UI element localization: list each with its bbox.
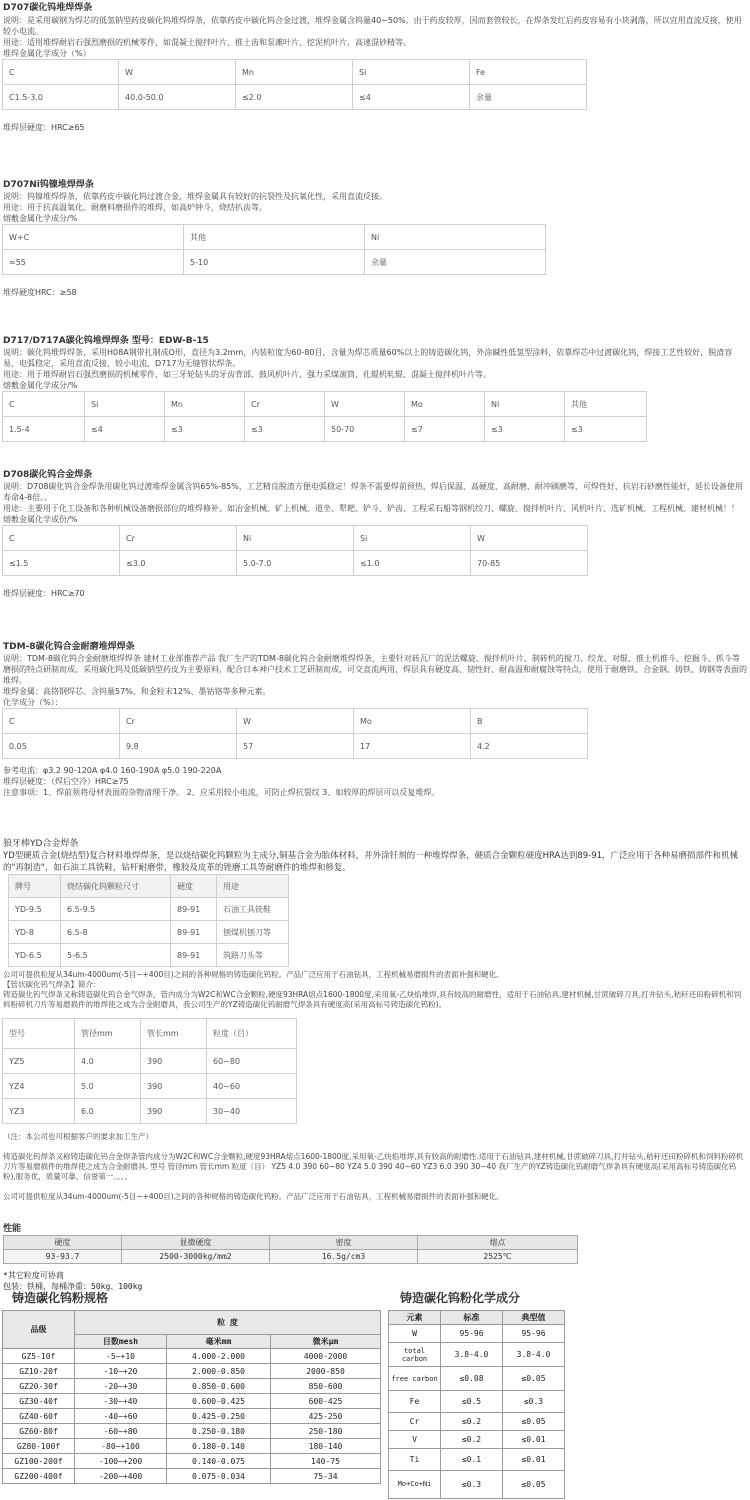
table-header: 显微硬度 bbox=[122, 1236, 270, 1250]
table-cell: Mo bbox=[354, 709, 471, 734]
section-title: D708碳化钨合金焊条 bbox=[3, 470, 93, 480]
table-row: V ≤0.2 ≤0.01 bbox=[389, 1431, 565, 1449]
table-row: free carbon ≤0.08 ≤0.05 bbox=[389, 1367, 565, 1391]
composition-table bbox=[2, 391, 647, 442]
table-cell: ≤4 bbox=[353, 85, 470, 110]
table-row: GZ60-80f -60~+80 0.250-0.180 250-180 bbox=[3, 1424, 381, 1439]
section-title: D707Ni钨镍堆焊焊条 bbox=[3, 180, 94, 190]
table-cell: 93-93.7 bbox=[4, 1250, 122, 1264]
table-cell: ≤3 bbox=[485, 417, 565, 442]
section-tdm8 bbox=[0, 642, 750, 798]
table-header: 典型值 bbox=[503, 1311, 565, 1325]
table-header: 品级 bbox=[3, 1311, 75, 1349]
description: YD型硬质合金(烧结型)复合材料堆焊焊条，是以烧结碳化钨颗粒为主成分,铜基合金为胎体材料，并外涂钎剂的一种堆焊焊条，硬质合金颗粒硬度HRA达到89-91，广泛应用于各种易磨损部件和机械的"再制造"，如石油工具铣鞋，钻杆耐磨带，橡胶及皮革的锉磨工具等耐磨件的堆焊和修复。 bbox=[3, 851, 739, 873]
table-header: 管径mm bbox=[75, 1019, 141, 1049]
table-row: GZ5-10f -5~+10 4.000-2.000 4000-2000 bbox=[3, 1349, 381, 1364]
table-row: GZ20-30f -20~+30 0.850-0.600 850-600 bbox=[3, 1379, 381, 1394]
table-row: GZ100-200f -100~+200 0.140-0.075 140-75 bbox=[3, 1454, 381, 1469]
table-header: 目数mesh bbox=[75, 1335, 167, 1349]
composition-label: 熔敷金属化学成分/% bbox=[3, 214, 78, 223]
table-cell: W bbox=[237, 709, 354, 734]
table-header: 标准 bbox=[441, 1311, 503, 1325]
description: 说明：钨镍堆焊焊条，依靠药皮中碳化钨过渡合金，堆焊金属具有较好的抗裂性及抗氧化性，采用直流反接。 bbox=[3, 192, 387, 201]
table-cell: 0.05 bbox=[3, 734, 120, 759]
section-title: 狼牙棒YD合金焊条 bbox=[3, 839, 79, 849]
deposit-metal: 堆焊金属：高铬钢焊芯、含钨量57%、和金粒末12%、墨钴铬等多种元素。 bbox=[3, 687, 271, 696]
table-cell: W bbox=[471, 526, 588, 551]
table-row: Mo+Co+Ni ≤0.3 ≤0.05 bbox=[389, 1471, 565, 1499]
table-row: YZ5 4.0 390 60~80 bbox=[3, 1049, 297, 1074]
table-cell: 其他 bbox=[184, 225, 365, 250]
section-d707 bbox=[0, 0, 750, 133]
table-cell: Si bbox=[353, 60, 470, 85]
section-d717 bbox=[0, 336, 750, 442]
table-header: 型号 bbox=[3, 1019, 75, 1049]
table-cell: 1.5-4 bbox=[3, 417, 85, 442]
table-cell: Si bbox=[85, 392, 165, 417]
composition-label: 堆焊金属化学成分（%） bbox=[3, 49, 91, 58]
description: 说明：是采用碳钢为焊芯的低氢钠型药皮碳化钨堆焊焊条，依靠药皮中碳化钨合金过渡，堆焊金属含钨量40~50%。由于药皮较厚，因而套管较长，在焊条发红后药皮容易有小块剥落，所以宜用直流反接，使用较小电流。 bbox=[3, 16, 742, 36]
table-header: 微米μm bbox=[271, 1335, 381, 1349]
performance-table bbox=[3, 1235, 578, 1264]
description: 说明：D708碳化钨合金焊条用碳化钨过渡堆焊金属含钨65%-85%，工艺精良脱渣方便电弧稳定！焊条不需要焊前预热，焊后保温、高硬度、高耐磨、耐冲刷磨等、可焊性好、抗岩石砂磨性能好，延长设备使用寿命4-8倍。。 bbox=[3, 482, 743, 502]
reference-current: 参考电流：φ3.2 90-120A φ4.0 160-190A φ5.0 190-220A bbox=[3, 766, 222, 775]
section-title: 铸造碳化钨粉化学成分 bbox=[400, 1291, 521, 1305]
table-cell: 余量 bbox=[470, 85, 587, 110]
table-header: 毫米mm bbox=[167, 1335, 271, 1349]
table-cell: Cr bbox=[245, 392, 325, 417]
table-cell: C bbox=[3, 526, 120, 551]
table-header: 熔点 bbox=[418, 1236, 578, 1250]
usage: 用途：适用堆焊耐岩石强烈磨损的机械零件，如混凝土搅拌叶片、推土齿和泵滩叶片、挖泥机叶片，高速混砂精等。 bbox=[3, 38, 411, 47]
section-title: TDM-8碳化钨合金耐磨堆焊焊条 bbox=[3, 642, 135, 652]
table-cell: 17 bbox=[354, 734, 471, 759]
composition-table bbox=[2, 708, 588, 759]
usage: 用途：主要用于化工设备和各种机械设备磨损部位的堆焊修补。如冶金机械、矿上机械、道坐、犁耙、铲斗、铲齿、工程采石船等钢机绞刀、螺旋、搅拌机叶片、风机叶片、选矿机械、工程机械、建材机械！！ bbox=[3, 504, 739, 513]
hardness: 堆焊层硬度：（焊后空冷）HRC≥75 bbox=[3, 777, 129, 786]
table-cell: Ni bbox=[237, 526, 354, 551]
table-cell: W bbox=[325, 392, 405, 417]
table-cell: 57 bbox=[237, 734, 354, 759]
section-title: D707碳化钨堆焊焊条 bbox=[3, 3, 93, 13]
table-cell: ≤3 bbox=[165, 417, 245, 442]
table-row: GZ40-60f -40~+60 0.425-0.250 425-250 bbox=[3, 1409, 381, 1424]
section-yd bbox=[0, 838, 750, 967]
table-cell: ≤1.0 bbox=[354, 551, 471, 576]
composition-label: 熔敷金属化学成分/% bbox=[3, 381, 78, 390]
hardness: 堆焊硬度HRC：≥58 bbox=[3, 288, 77, 297]
composition-label: 熔敷金属化学成份/% bbox=[3, 515, 78, 524]
table-cell: ≤3 bbox=[565, 417, 647, 442]
size-note: *其它粒度可协商 bbox=[3, 1271, 64, 1280]
yz-table bbox=[2, 1018, 297, 1124]
section-chem-comp bbox=[388, 1290, 565, 1499]
hardness: 堆焊层硬度：HRC≥70 bbox=[3, 589, 85, 598]
composition-table bbox=[2, 525, 588, 576]
table-cell: Si bbox=[354, 526, 471, 551]
section-performance bbox=[0, 1224, 750, 1292]
chem-comp-table bbox=[388, 1310, 565, 1499]
table-cell: Mo bbox=[405, 392, 485, 417]
usage: 用途：用于抗高温氧化、耐磨料磨损件的堆焊，如高炉钟斗，烧结扒齿等。 bbox=[3, 203, 267, 212]
table-cell: ≈55 bbox=[3, 250, 184, 275]
table-cell: C bbox=[3, 392, 85, 417]
table-header: 粒度（目） bbox=[207, 1019, 297, 1049]
table-cell: ≤7 bbox=[405, 417, 485, 442]
table-row: YD-9.5 6.5-9.5 89-91 石油工具铣鞋 bbox=[9, 898, 289, 921]
composition-table bbox=[2, 59, 587, 110]
table-cell: 2525℃ bbox=[418, 1250, 578, 1264]
table-row: GZ80-100f -80~+100 0.180-0.140 180-140 bbox=[3, 1439, 381, 1454]
section-yz bbox=[0, 970, 750, 1202]
table-cell: 70-85 bbox=[471, 551, 588, 576]
table-header: 牌号 bbox=[9, 875, 61, 898]
table-row: Fe ≤0.5 ≤0.3 bbox=[389, 1391, 565, 1413]
table-cell: 2500-3000kg/mm2 bbox=[122, 1250, 270, 1264]
table-cell: Ni bbox=[365, 225, 546, 250]
table-cell: ≤3 bbox=[245, 417, 325, 442]
supply-note: 公司可提供粒度从34um-4000um(-5目~+400目)之间的各种规格的铸造碳化钨粒。产品广泛应用于石油钻具，工程机械易磨损件的表面补强和硬化。 bbox=[3, 970, 504, 979]
table-header: 硬度 bbox=[171, 875, 217, 898]
table-row: YZ3 6.0 390 30~40 bbox=[3, 1099, 297, 1124]
table-cell: W+C bbox=[3, 225, 184, 250]
table-cell: Mn bbox=[236, 60, 353, 85]
description: 说明：TDM-8碳化钨合金耐磨堆焊焊条 建材工业部推荐产品 我厂生产的TDM-8碳化钨合金耐磨堆焊焊条，主要针对砖瓦厂的泥活螺旋、搅拌机叶片、制砖机的搅刀、绞龙、对辊、推土机推斗、挖掘斗、抓斗等磨损的特点研制而成。采用碳化钨及低碳钠型药皮为主要原料，配合日本神户技术工艺研制而成，可交直流两用，焊层具有硬度高、韧性好、耐高温和耐腐蚀等特点，使用于耐磨铁、合金钢、铸铁、铸钢等表面的堆焊。 bbox=[3, 654, 747, 685]
supply-note: 公司可提供粒度从34um-4000um(-5目~+400目)之间的各种规格的铸造碳化钨粉。产品广泛应用于石油钻具，工程机械易磨损件的表面补强和硬化。 bbox=[3, 1192, 504, 1201]
table-cell: 9.8 bbox=[120, 734, 237, 759]
table-cell: 5-10 bbox=[184, 250, 365, 275]
table-row: total carbon 3.8-4.0 3.8-4.0 bbox=[389, 1343, 565, 1367]
table-header: 管长mm bbox=[141, 1019, 207, 1049]
section-d707ni bbox=[0, 180, 750, 298]
table-header: 粒 度 bbox=[75, 1311, 381, 1335]
table-cell: W bbox=[119, 60, 236, 85]
table-cell: Mn bbox=[165, 392, 245, 417]
table-cell: 5.0-7.0 bbox=[237, 551, 354, 576]
table-header: 密度 bbox=[270, 1236, 418, 1250]
table-cell: Ni bbox=[485, 392, 565, 417]
table-cell: 40.0-50.0 bbox=[119, 85, 236, 110]
packing-note: 包装：铁桶，每桶净重：50kg、100kg bbox=[3, 1282, 143, 1291]
table-header: 用途 bbox=[217, 875, 289, 898]
table-cell: ≤1.5 bbox=[3, 551, 120, 576]
table-row: YD-6.5 5-6.5 89-91 筑路刀头等 bbox=[9, 944, 289, 967]
table-cell: 余量 bbox=[365, 250, 546, 275]
table-cell: 50-70 bbox=[325, 417, 405, 442]
table-row: YZ4 5.0 390 40~60 bbox=[3, 1074, 297, 1099]
powder-spec-table bbox=[2, 1310, 381, 1484]
table-cell: C1.5-3.0 bbox=[3, 85, 119, 110]
table-cell: 4.2 bbox=[471, 734, 588, 759]
table-header: 烧结碳化钨颗粒尺寸 bbox=[61, 875, 171, 898]
table-cell: ≤4 bbox=[85, 417, 165, 442]
table-row: GZ200-400f -200~+400 0.075-0.034 75-34 bbox=[3, 1469, 381, 1484]
section-title: D717/D717A碳化钨堆焊焊条 型号：EDW-B-15 bbox=[3, 336, 209, 346]
table-header: 元素 bbox=[389, 1311, 441, 1325]
table-cell: C bbox=[3, 709, 120, 734]
hardness: 堆焊层硬度：HRC≥65 bbox=[3, 123, 85, 132]
table-cell: Fe bbox=[470, 60, 587, 85]
section-title: 铸造碳化钨粉规格 bbox=[12, 1291, 109, 1305]
custom-note: （注：本公司也可根据客户的要求加工生产） bbox=[3, 1132, 153, 1141]
section-d708 bbox=[0, 470, 750, 599]
table-cell: 16.5g/cm3 bbox=[270, 1250, 418, 1264]
table-row: GZ30-40f -30~+40 0.600-0.425 600-425 bbox=[3, 1394, 381, 1409]
table-cell: ≤2.0 bbox=[236, 85, 353, 110]
composition-table bbox=[2, 224, 546, 275]
table-cell: 其他 bbox=[565, 392, 647, 417]
paragraph: 铸造碳化钨焊条又称铸造碳化钨合金焊条管内成分为W2C和WC合金颗粒,硬度93HRA熔点1600-1800度,采用氧-乙炔焰堆焊,具有较高的耐磨性.适用于石油钻具,建材机械,甘蔗破碎刀具,打井钻头,秸秆还田粉碎机和饲料粉碎机刀片等易磨损件的堆焊使之成为合金耐磨具. 型号 管径mm 管长mm 粒度（目） YZ5 4.0 390 60~80 YZ4 5.0 390 40~60 YZ3 6.0 390 30~40 我厂生产的YZ铸造碳化钨耐磨气焊条具有硬度高(采用高标号铸造碳化钨粉),服务优，质量可靠，信誉第一。。。。 bbox=[3, 1152, 744, 1181]
table-cell: B bbox=[471, 709, 588, 734]
yd-table bbox=[8, 874, 289, 967]
composition-label: 化学成分（%）： bbox=[3, 698, 63, 707]
table-row: Ti ≤0.1 ≤0.01 bbox=[389, 1449, 565, 1471]
table-header: 硬度 bbox=[4, 1236, 122, 1250]
table-cell: Cr bbox=[120, 709, 237, 734]
section-title: 性能 bbox=[3, 1224, 22, 1234]
table-cell: Cr bbox=[120, 526, 237, 551]
table-row: W 95-96 95-96 bbox=[389, 1325, 565, 1343]
table-row: YD-8 6.5-8 89-91 刨煤机刨刀等 bbox=[9, 921, 289, 944]
section-title: 【管状碳化钨气焊条】简介： bbox=[3, 980, 101, 989]
table-row: GZ10-20f -10~+20 2.000-0.850 2000-850 bbox=[3, 1364, 381, 1379]
usage: 用途：用于堆焊耐岩石强烈磨损的机械零件，如三牙轮钻头的牙齿背部、鼓风机叶片、强力采煤滚筒、扎辊机轧辊、混凝土搅拌机叶片等。 bbox=[3, 370, 491, 379]
section-powder-spec bbox=[0, 1290, 381, 1484]
description: 铸造碳化钨气焊条又称铸造碳化钨合金气焊条，管内成分为W2C和WC合金颗粒,硬度93HRA熔点1600-1800度,采用氧-乙炔焰堆焊,具有较高的耐磨性，适用于石油钻具,建材机械,甘蔗破碎刀具,打井钻头,秸秆还田粉碎机和饲料粉碎机刀片等易磨损件的堆焊使之成为合金耐磨具，我公司生产的YZ铸造碳化钨耐磨气焊条具有硬度高(采用高标号铸造碳化钨粉)。 bbox=[3, 990, 742, 1009]
description: 说明：碳化钨堆焊焊条，采用H08A钢带扎制成O形，直径为3.2mm，内装粒度为60-80目，含量为焊芯质量60%以上的铸造碳化钨，外涂碱性低氢型涂料，依靠焊芯中过渡碳化钨，焊接工艺性较好，脱渣容易，电弧稳定，采用直流反接，较小电流，D717为无缝管状焊条。 bbox=[3, 348, 733, 368]
notes: 注意事项：1、焊前须将母材表面的杂物清理干净。 2、应采用较小电流，可防止焊抗裂纹 3、如较厚的焊层可以反复堆焊。 bbox=[3, 788, 440, 797]
table-row: Cr ≤0.2 ≤0.05 bbox=[389, 1413, 565, 1431]
table-cell: C bbox=[3, 60, 119, 85]
table-cell: ≤3.0 bbox=[120, 551, 237, 576]
